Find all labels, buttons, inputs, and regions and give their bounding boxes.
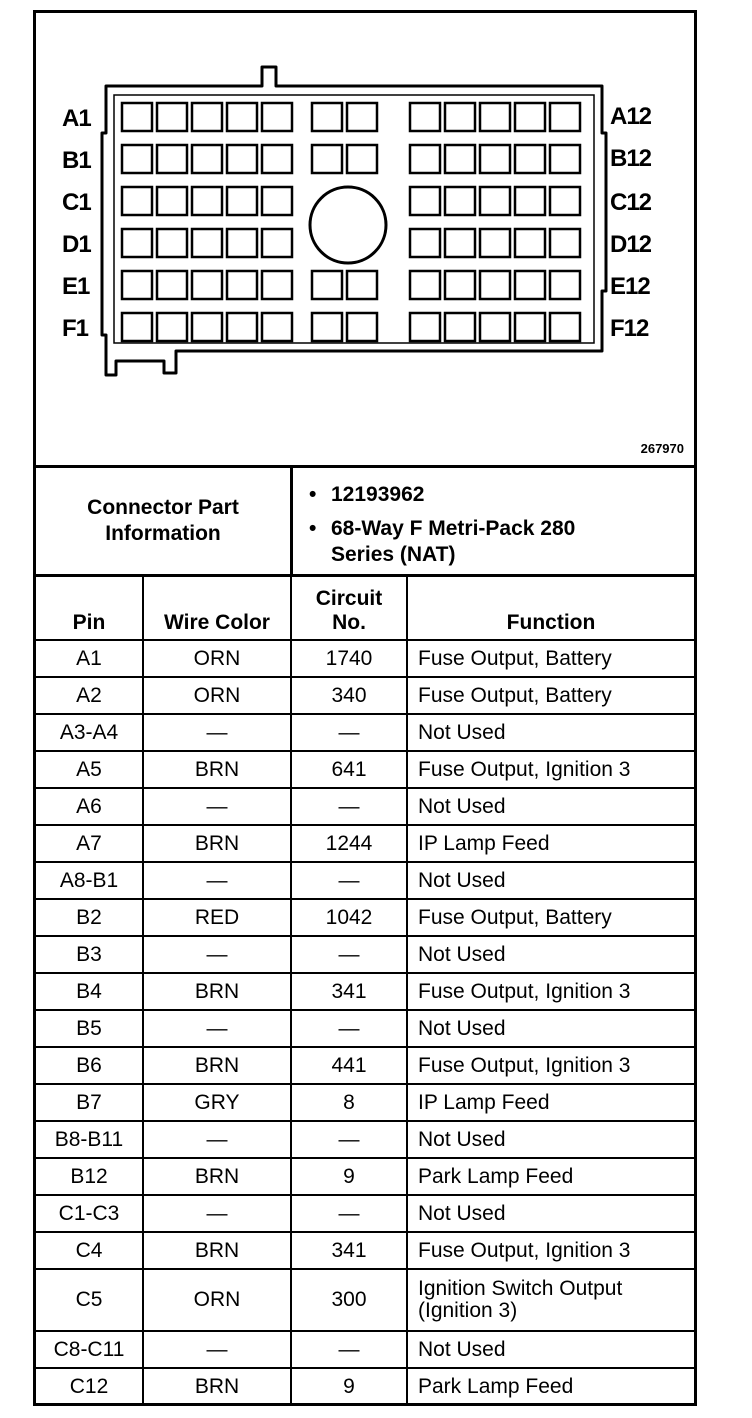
- pin-cavity: [122, 229, 152, 257]
- pin-cavity: [550, 229, 580, 257]
- pin-cavity: [445, 103, 475, 131]
- table-row: [36, 1084, 694, 1121]
- pin-cavity: [122, 271, 152, 299]
- pin-cell: B5: [36, 1010, 143, 1047]
- pin-cavity: [515, 145, 545, 173]
- wire-color-cell: BRN: [143, 751, 291, 788]
- function-cell: Park Lamp Feed: [407, 1368, 694, 1404]
- circuit-cell: 641: [291, 751, 407, 788]
- pin-cavity: [410, 229, 440, 257]
- pin-cavity: [515, 313, 545, 341]
- pin-cavity: [262, 313, 292, 341]
- table-row: [36, 1121, 694, 1158]
- wire-color-cell: —: [143, 1195, 291, 1232]
- circuit-cell: 341: [291, 1232, 407, 1269]
- pin-cavity: [312, 271, 342, 299]
- pin-cavity: [312, 145, 342, 173]
- pin-cavity: [157, 145, 187, 173]
- pin-table: [36, 577, 694, 1404]
- pin-cavity: [515, 187, 545, 215]
- circuit-cell: 9: [291, 1368, 407, 1404]
- function-cell: Not Used: [407, 1121, 694, 1158]
- pin-cavity: [227, 145, 257, 173]
- pin-cavity: [262, 229, 292, 257]
- wire-color-cell: BRN: [143, 825, 291, 862]
- function-cell: Fuse Output, Ignition 3: [407, 751, 694, 788]
- pin-cavity: [122, 145, 152, 173]
- pin-cavity: [445, 271, 475, 299]
- pin-cavity: [480, 145, 510, 173]
- pin-cavity: [445, 187, 475, 215]
- pin-cavity: [550, 271, 580, 299]
- row-label-left-d: D1: [62, 231, 91, 258]
- pin-cell: C8-C11: [36, 1331, 143, 1368]
- part-info-label-cell: [36, 468, 293, 574]
- wire-color-cell: BRN: [143, 973, 291, 1010]
- pin-cavity: [192, 145, 222, 173]
- row-label-left-f: F1: [62, 315, 89, 342]
- pin-cell: B8-B11: [36, 1121, 143, 1158]
- function-cell: Fuse Output, Ignition 3: [407, 973, 694, 1010]
- wire-color-cell: BRN: [143, 1047, 291, 1084]
- pin-cell: A5: [36, 751, 143, 788]
- pin-cell: C1-C3: [36, 1195, 143, 1232]
- pin-cavity: [157, 313, 187, 341]
- circuit-cell: 8: [291, 1084, 407, 1121]
- table-row: [36, 1158, 694, 1195]
- pin-cavity: [192, 187, 222, 215]
- connector-diagram-panel: [36, 13, 694, 468]
- connector-part-info: [36, 468, 694, 577]
- pin-cell: B2: [36, 899, 143, 936]
- pin-cell: A7: [36, 825, 143, 862]
- table-row: [36, 751, 694, 788]
- circuit-cell: 300: [291, 1269, 407, 1331]
- pin-cavity: [347, 271, 377, 299]
- pin-cavity: [157, 229, 187, 257]
- function-cell: Not Used: [407, 1331, 694, 1368]
- pin-table-body: [36, 640, 694, 1404]
- wire-color-cell: GRY: [143, 1084, 291, 1121]
- circuit-cell: —: [291, 936, 407, 973]
- table-row: [36, 936, 694, 973]
- pin-cavity: [515, 103, 545, 131]
- pin-cavity: [312, 103, 342, 131]
- pin-cell: A6: [36, 788, 143, 825]
- pin-cavity: [157, 187, 187, 215]
- table-row: [36, 1232, 694, 1269]
- wire-color-cell: —: [143, 1331, 291, 1368]
- pin-cavity: [262, 271, 292, 299]
- function-cell: Fuse Output, Battery: [407, 640, 694, 677]
- pin-cavity: [515, 271, 545, 299]
- table-row: [36, 788, 694, 825]
- pin-cavity: [157, 103, 187, 131]
- function-cell: IP Lamp Feed: [407, 825, 694, 862]
- circuit-cell: 1244: [291, 825, 407, 862]
- pin-cavity: [262, 187, 292, 215]
- table-header-row: [36, 577, 694, 640]
- row-label-right-e: E12: [610, 273, 650, 300]
- header-wire-color: Wire Color: [143, 577, 291, 640]
- pin-cavity: [480, 271, 510, 299]
- wire-color-cell: —: [143, 862, 291, 899]
- table-row: [36, 1331, 694, 1368]
- pin-cell: C5: [36, 1269, 143, 1331]
- circuit-cell: 9: [291, 1158, 407, 1195]
- pin-cavity: [262, 103, 292, 131]
- table-row: [36, 862, 694, 899]
- pin-cavity: [227, 313, 257, 341]
- wire-color-cell: BRN: [143, 1368, 291, 1404]
- circuit-cell: —: [291, 788, 407, 825]
- wire-color-cell: ORN: [143, 1269, 291, 1331]
- pin-cell: B12: [36, 1158, 143, 1195]
- function-cell: Fuse Output, Battery: [407, 677, 694, 714]
- pin-cavity: [312, 313, 342, 341]
- table-row: [36, 1368, 694, 1404]
- wire-color-cell: ORN: [143, 640, 291, 677]
- circuit-cell: 1740: [291, 640, 407, 677]
- table-row: [36, 1269, 694, 1331]
- wire-color-cell: —: [143, 714, 291, 751]
- center-boss: [310, 187, 386, 263]
- row-label-left-a: A1: [62, 105, 91, 132]
- connector-housing-outline: [102, 67, 606, 375]
- pin-cavity: [157, 271, 187, 299]
- pin-cavity: [192, 229, 222, 257]
- pin-cavity: [192, 271, 222, 299]
- function-cell: Not Used: [407, 714, 694, 751]
- pin-cell: C4: [36, 1232, 143, 1269]
- circuit-cell: —: [291, 862, 407, 899]
- wire-color-cell: ORN: [143, 677, 291, 714]
- wire-color-cell: BRN: [143, 1232, 291, 1269]
- connector-type: • 68-Way F Metri-Pack 280 Series (NAT): [331, 516, 581, 568]
- row-label-left-c: C1: [62, 189, 91, 216]
- table-row: [36, 825, 694, 862]
- row-label-right-b: B12: [610, 145, 652, 172]
- pin-cell: A3-A4: [36, 714, 143, 751]
- circuit-cell: 1042: [291, 899, 407, 936]
- function-cell: Fuse Output, Ignition 3: [407, 1232, 694, 1269]
- pin-cavity: [122, 103, 152, 131]
- header-pin: Pin: [36, 577, 143, 640]
- pin-cavity: [227, 271, 257, 299]
- pin-cell: B3: [36, 936, 143, 973]
- row-label-left-b: B1: [62, 147, 91, 174]
- pin-cell: B6: [36, 1047, 143, 1084]
- circuit-cell: 340: [291, 677, 407, 714]
- row-label-right-d: D12: [610, 231, 652, 258]
- pin-cell: B4: [36, 973, 143, 1010]
- function-cell: Fuse Output, Ignition 3: [407, 1047, 694, 1084]
- function-cell: Not Used: [407, 1010, 694, 1047]
- wire-color-cell: BRN: [143, 1158, 291, 1195]
- pin-cavity: [515, 229, 545, 257]
- table-row: [36, 1010, 694, 1047]
- pin-cavity: [550, 145, 580, 173]
- pin-cavity: [262, 145, 292, 173]
- circuit-cell: —: [291, 714, 407, 751]
- pin-cavity: [550, 313, 580, 341]
- table-row: [36, 714, 694, 751]
- pin-cavity: [227, 103, 257, 131]
- pin-cavity: [192, 313, 222, 341]
- circuit-cell: —: [291, 1121, 407, 1158]
- function-cell: Not Used: [407, 788, 694, 825]
- table-row: [36, 973, 694, 1010]
- row-label-right-c: C12: [610, 189, 652, 216]
- pin-cavity: [347, 103, 377, 131]
- pin-cavity: [122, 187, 152, 215]
- pin-cavity: [410, 103, 440, 131]
- function-cell: Not Used: [407, 862, 694, 899]
- header-function: Function: [407, 577, 694, 640]
- wire-color-cell: —: [143, 1121, 291, 1158]
- pin-cell: B7: [36, 1084, 143, 1121]
- connector-face-drawing: [36, 13, 694, 465]
- function-cell: IP Lamp Feed: [407, 1084, 694, 1121]
- pin-cavity: [480, 313, 510, 341]
- pin-cavity: [410, 313, 440, 341]
- wire-color-cell: —: [143, 788, 291, 825]
- function-cell: Fuse Output, Battery: [407, 899, 694, 936]
- pin-cell: A8-B1: [36, 862, 143, 899]
- pin-cavity: [445, 313, 475, 341]
- function-cell: Ignition Switch Output (Ignition 3): [407, 1269, 694, 1331]
- circuit-cell: —: [291, 1010, 407, 1047]
- wire-color-cell: RED: [143, 899, 291, 936]
- pin-cavity: [347, 313, 377, 341]
- function-cell: Not Used: [407, 1195, 694, 1232]
- header-circuit-no: [291, 577, 407, 640]
- wire-color-cell: —: [143, 1010, 291, 1047]
- pin-cell: C12: [36, 1368, 143, 1404]
- pin-cavity: [410, 145, 440, 173]
- table-row: [36, 677, 694, 714]
- table-row: [36, 899, 694, 936]
- drawing-number: 267970: [640, 441, 684, 456]
- part-info-values-cell: [293, 468, 694, 574]
- table-row: [36, 640, 694, 677]
- pin-cavity: [480, 103, 510, 131]
- pin-cavity: [192, 103, 222, 131]
- pin-cavity: [480, 187, 510, 215]
- pin-cavity: [480, 229, 510, 257]
- circuit-cell: 341: [291, 973, 407, 1010]
- pin-cavity-grid: [122, 103, 580, 341]
- table-row: [36, 1047, 694, 1084]
- pin-cavity: [227, 229, 257, 257]
- function-cell: Not Used: [407, 936, 694, 973]
- connector-sheet: [33, 10, 697, 1406]
- pin-cavity: [227, 187, 257, 215]
- wire-color-cell: —: [143, 936, 291, 973]
- header-circuit-no-text: Circuit No.: [315, 587, 383, 634]
- part-info-label: Connector Part Information: [87, 496, 239, 545]
- circuit-cell: —: [291, 1195, 407, 1232]
- circuit-cell: 441: [291, 1047, 407, 1084]
- table-row: [36, 1195, 694, 1232]
- circuit-cell: —: [291, 1331, 407, 1368]
- function-cell: Park Lamp Feed: [407, 1158, 694, 1195]
- row-label-left-e: E1: [62, 273, 90, 300]
- pin-cavity: [550, 103, 580, 131]
- pin-cavity: [347, 145, 377, 173]
- pin-cavity: [445, 145, 475, 173]
- row-label-right-a: A12: [610, 103, 652, 130]
- pin-cavity: [410, 187, 440, 215]
- pin-cell: A2: [36, 677, 143, 714]
- row-label-right-f: F12: [610, 315, 649, 342]
- pin-cell: A1: [36, 640, 143, 677]
- pin-cavity: [445, 229, 475, 257]
- part-number: • 12193962: [331, 482, 631, 508]
- pin-cavity: [550, 187, 580, 215]
- pin-cavity: [122, 313, 152, 341]
- pin-cavity: [410, 271, 440, 299]
